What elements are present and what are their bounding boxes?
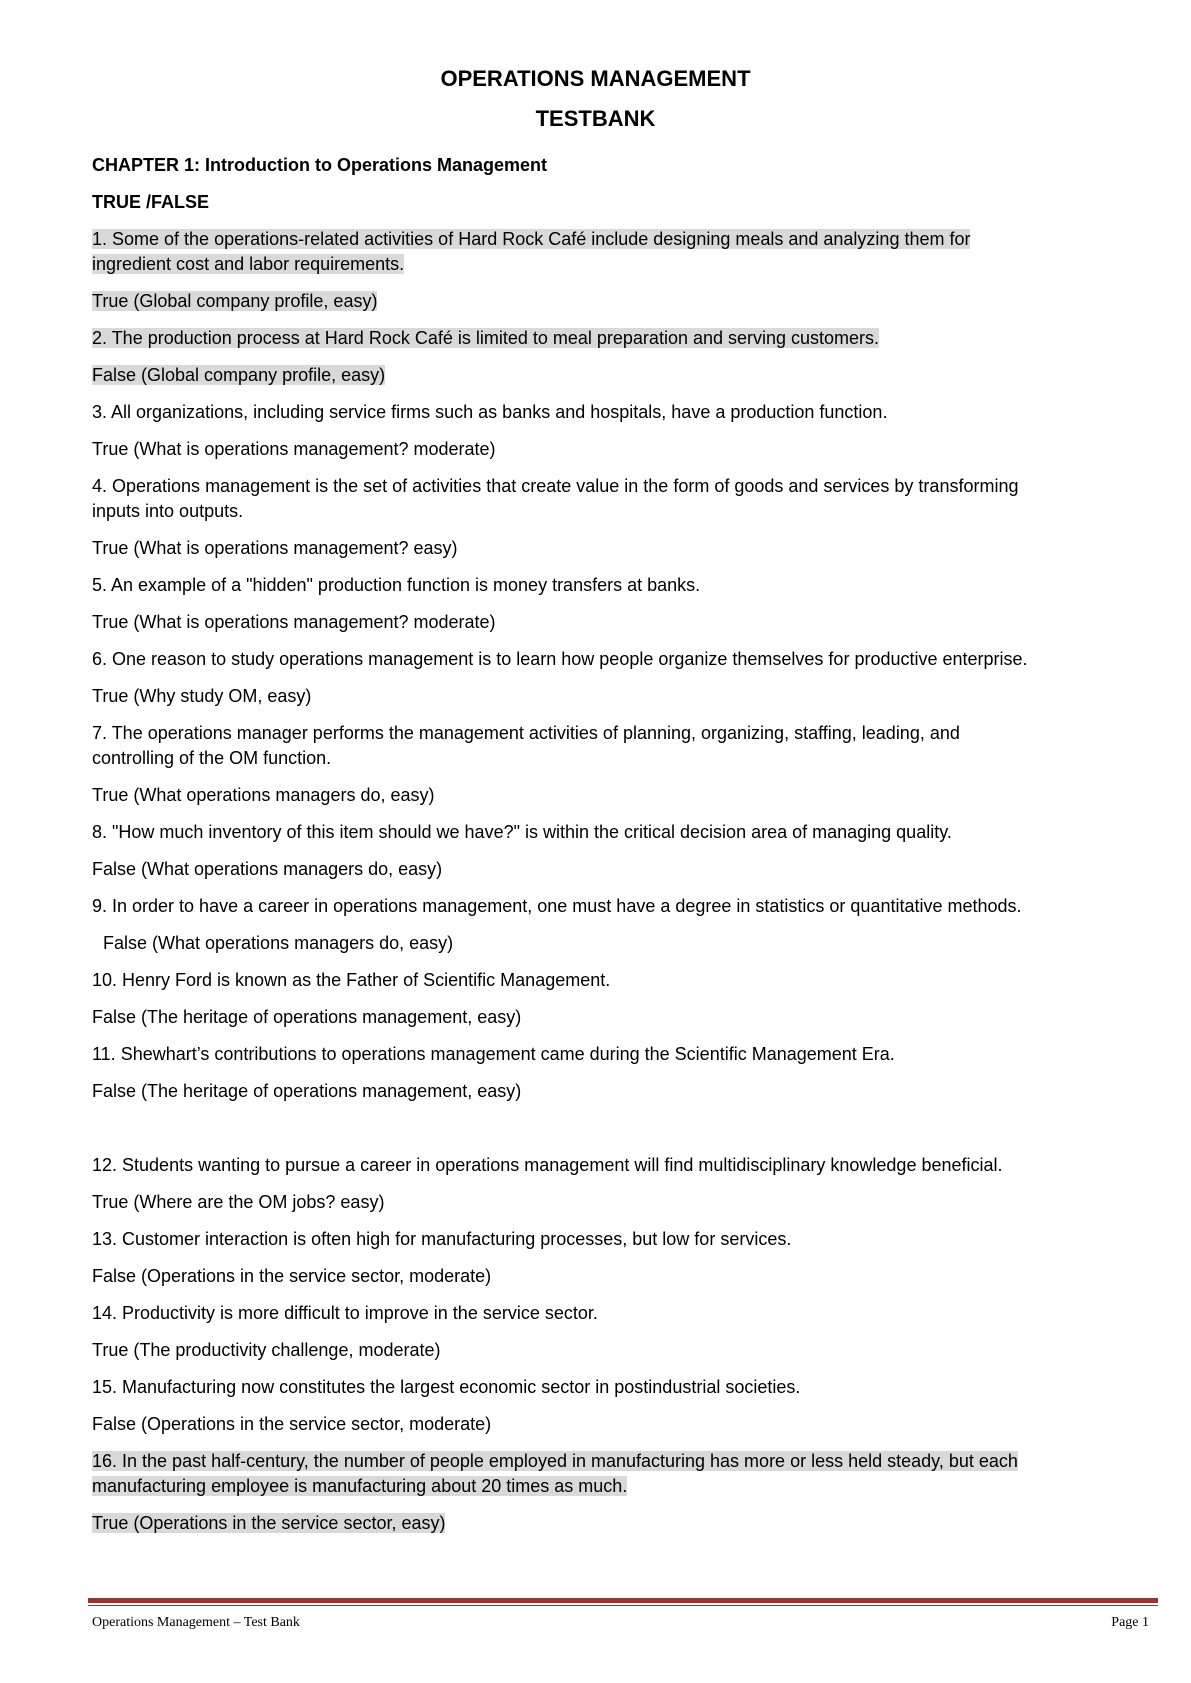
page-number: Page 1: [1111, 1615, 1149, 1630]
question-7: 7. The operations manager performs the management activities of planning, organizing, staffing, leading, and: [92, 723, 960, 743]
question-7-cont: controlling of the OM function.: [92, 748, 332, 768]
answer-3: True (What is operations management? moderate): [92, 439, 496, 459]
answer-10: False (The heritage of operations management, easy): [92, 1007, 522, 1027]
answer-1: True (Global company profile, easy): [92, 291, 378, 311]
answer-7: True (What operations managers do, easy): [92, 785, 435, 805]
answer-8: False (What operations managers do, easy): [92, 859, 443, 879]
question-13: 13. Customer interaction is often high for manufacturing processes, but low for services.: [92, 1229, 792, 1249]
footer-rule-thin: [88, 1605, 1158, 1606]
document-subtitle: TESTBANK: [535, 106, 656, 131]
question-4: 4. Operations management is the set of activities that create value in the form of goods and services by transforming: [92, 476, 1019, 496]
answer-5: True (What is operations management? moderate): [92, 612, 496, 632]
answer-4: True (What is operations management? easy): [92, 538, 458, 558]
question-15: 15. Manufacturing now constitutes the largest economic sector in postindustrial societies.: [92, 1377, 801, 1397]
answer-9: False (What operations managers do, easy): [103, 933, 454, 953]
question-9: 9. In order to have a career in operations management, one must have a degree in statistics or quantitative methods.: [92, 896, 1022, 916]
answer-12: True (Where are the OM jobs? easy): [92, 1192, 385, 1212]
answer-15: False (Operations in the service sector, moderate): [92, 1414, 492, 1434]
document-title: OPERATIONS MANAGEMENT: [440, 66, 751, 91]
question-2: 2. The production process at Hard Rock Café is limited to meal preparation and serving customers.: [92, 328, 880, 348]
question-11: 11. Shewhart’s contributions to operations management came during the Scientific Management Era.: [92, 1044, 895, 1064]
question-4-cont: inputs into outputs.: [92, 501, 244, 521]
question-1-cont: ingredient cost and labor requirements.: [92, 254, 405, 274]
answer-6: True (Why study OM, easy): [92, 686, 312, 706]
question-8: 8. "How much inventory of this item should we have?" is within the critical decision area of managing quality.: [92, 822, 952, 842]
question-1: 1. Some of the operations-related activities of Hard Rock Café include designing meals and analyzing them for: [92, 229, 971, 249]
question-3: 3. All organizations, including service firms such as banks and hospitals, have a production function.: [92, 402, 888, 422]
question-14: 14. Productivity is more difficult to improve in the service sector.: [92, 1303, 598, 1323]
answer-13: False (Operations in the service sector, moderate): [92, 1266, 492, 1286]
question-10: 10. Henry Ford is known as the Father of Scientific Management.: [92, 970, 611, 990]
footer-rule: [88, 1598, 1158, 1603]
answer-2: False (Global company profile, easy): [92, 365, 386, 385]
question-12: 12. Students wanting to pursue a career in operations management will find multidisciplinary knowledge beneficial.: [92, 1155, 1003, 1175]
question-16: 16. In the past half-century, the number of people employed in manufacturing has more or less held steady, but each: [92, 1451, 1018, 1471]
section-heading: TRUE /FALSE: [92, 192, 210, 212]
answer-16: True (Operations in the service sector, easy): [92, 1513, 446, 1533]
question-6: 6. One reason to study operations management is to learn how people organize themselves for productive enterprise.: [92, 649, 1028, 669]
answer-11: False (The heritage of operations management, easy): [92, 1081, 522, 1101]
footer-left-text: Operations Management – Test Bank: [92, 1615, 300, 1630]
chapter-heading: CHAPTER 1: Introduction to Operations Management: [92, 155, 548, 175]
question-5: 5. An example of a "hidden" production function is money transfers at banks.: [92, 575, 701, 595]
answer-14: True (The productivity challenge, moderate): [92, 1340, 441, 1360]
question-16-cont: manufacturing employee is manufacturing about 20 times as much.: [92, 1476, 628, 1496]
